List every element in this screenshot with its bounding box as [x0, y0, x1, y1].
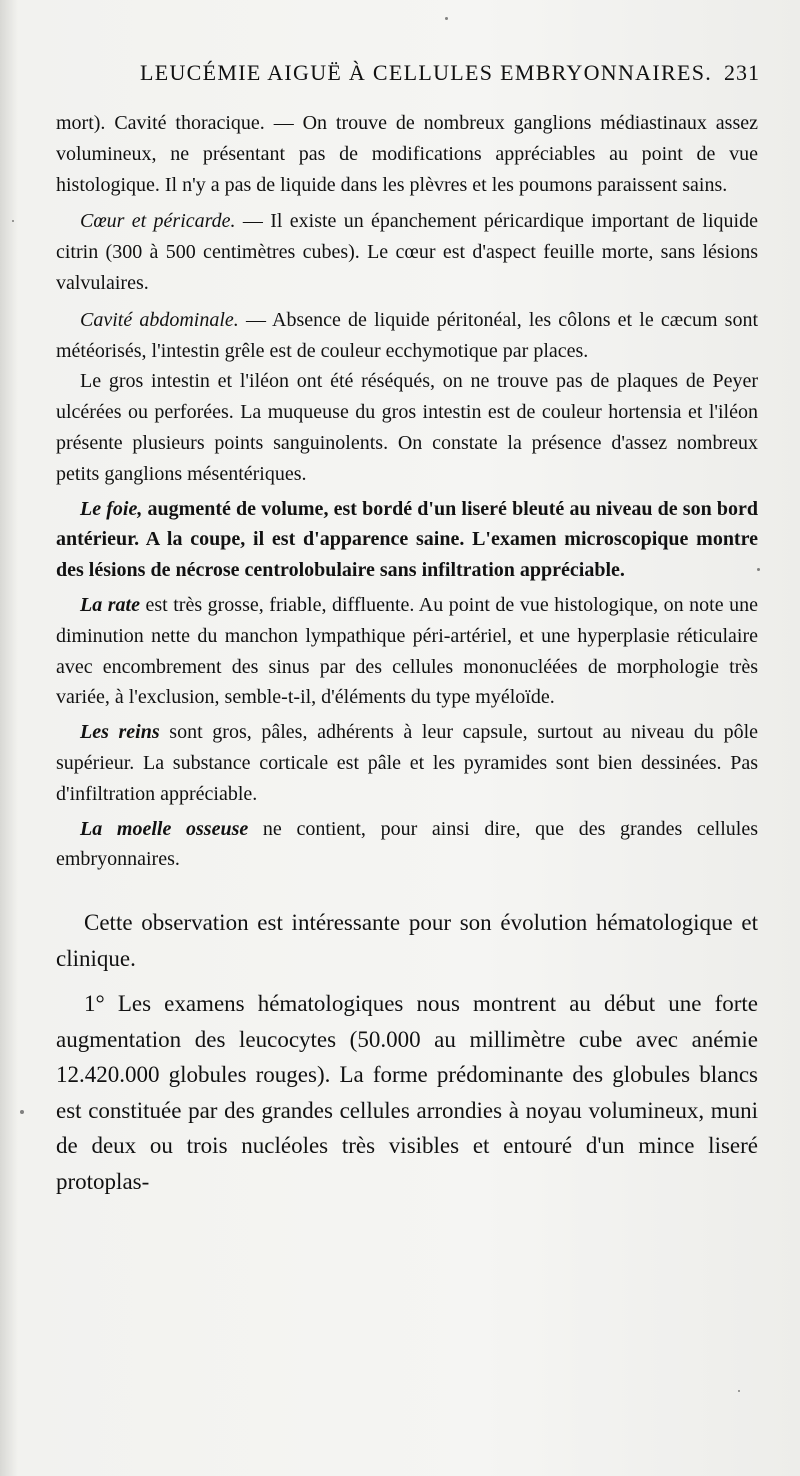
heart-text: — Il existe un épanchement péricardique important de liquide citrin (300 à 500 centimètres cubes). Le cœur est d'aspect feuille morte, sans lésions valvulaires.	[56, 210, 758, 294]
heart-label: Cœur et péricarde.	[80, 210, 236, 233]
kidneys-text: sont gros, pâles, adhérents à leur capsule, surtout au niveau du pôle supérieur. La substance corticale est pâle et les pyramides sont bien dessinées. Pas d'infiltration appréciable.	[56, 721, 758, 805]
ink-speck	[445, 17, 448, 20]
spleen-label: La rate	[80, 593, 140, 616]
ink-speck	[738, 1390, 740, 1392]
paragraph-intestine: Le gros intestin et l'iléon ont été réséqués, on ne trouve pas de plaques de Peyer ulcérées ou perforées. La muqueuse du gros intestin est de couleur hortensia et l'iléon présente plusieurs points sanguinolents. On constate la présence d'assez nombreux petits ganglions mésentériques.	[56, 370, 758, 485]
paragraph-hematology: 1° Les examens hématologiques nous montrent au début une forte augmentation des leucocytes (50.000 au millimètre cube avec anémie 12.420.000 globules rouges). La forme prédominante des globules blancs est constituée par des grandes cellules arrondies à noyau volumineux, muni de deux ou trois nucléoles très visibles et entouré d'un mince liseré protoplas-	[56, 991, 758, 1194]
ink-speck	[12, 220, 14, 222]
paragraph-observation: Cette observation est intéressante pour son évolution hématologique et clinique.	[56, 910, 758, 971]
running-head: LEUCÉMIE AIGUË À CELLULES EMBRYONNAIRES.	[140, 60, 713, 85]
paragraph-bone-marrow	[56, 814, 758, 876]
abdominal-label: Cavité abdominale.	[80, 308, 239, 331]
paragraph-spleen	[56, 590, 758, 713]
paragraph-kidneys	[56, 717, 758, 809]
body-text	[56, 108, 758, 1199]
paragraph-abdominal-cavity	[56, 305, 758, 367]
kidneys-label: Les reins	[80, 721, 160, 744]
discussion	[56, 905, 758, 1199]
spleen-text: est très grosse, friable, diffluente. Au point de vue histologique, on note une diminution nette du manchon lympathique péri-artériel, et une hyperplasie réticulaire avec encombrement des sinus par des cellules mononucléées de morphologie très variée, à l'exclusion, semble-t-il, d'éléments du type myéloïde.	[56, 593, 759, 709]
ink-speck	[20, 1110, 24, 1114]
liver-text: augmenté de volume, est bordé d'un liseré bleuté au niveau de son bord antérieur. A la coupe, il est d'apparence saine. L'examen microscopique montre des lésions de nécrose centrolobulaire sans infiltration appréciable.	[56, 497, 759, 582]
bone-marrow-label: La moelle osseuse	[80, 817, 249, 840]
page-header	[0, 50, 800, 90]
abdominal-text: — Absence de liquide péritonéal, les côlons et le cæcum sont météorisés, l'intestin grêle est de couleur ecchymotique par places.	[56, 308, 759, 362]
ink-speck	[757, 568, 760, 571]
autopsy-findings	[56, 108, 758, 875]
page-number: 231	[724, 60, 760, 85]
liver-label: Le foie,	[80, 497, 143, 520]
paragraph-thoracic-cavity: mort). Cavité thoracique. — On trouve de nombreux ganglions médiastinaux assez volumineux, ne présentant pas de modifications appréciables au point de vue histologique. Il n'y a pas de liquide dans les plèvres et les poumons paraissent sains.	[56, 112, 758, 196]
bone-marrow-text: ne contient, pour ainsi dire, que des grandes cellules embryonnaires.	[56, 817, 758, 871]
paragraph-liver	[56, 494, 758, 586]
paragraph-heart	[56, 206, 758, 298]
